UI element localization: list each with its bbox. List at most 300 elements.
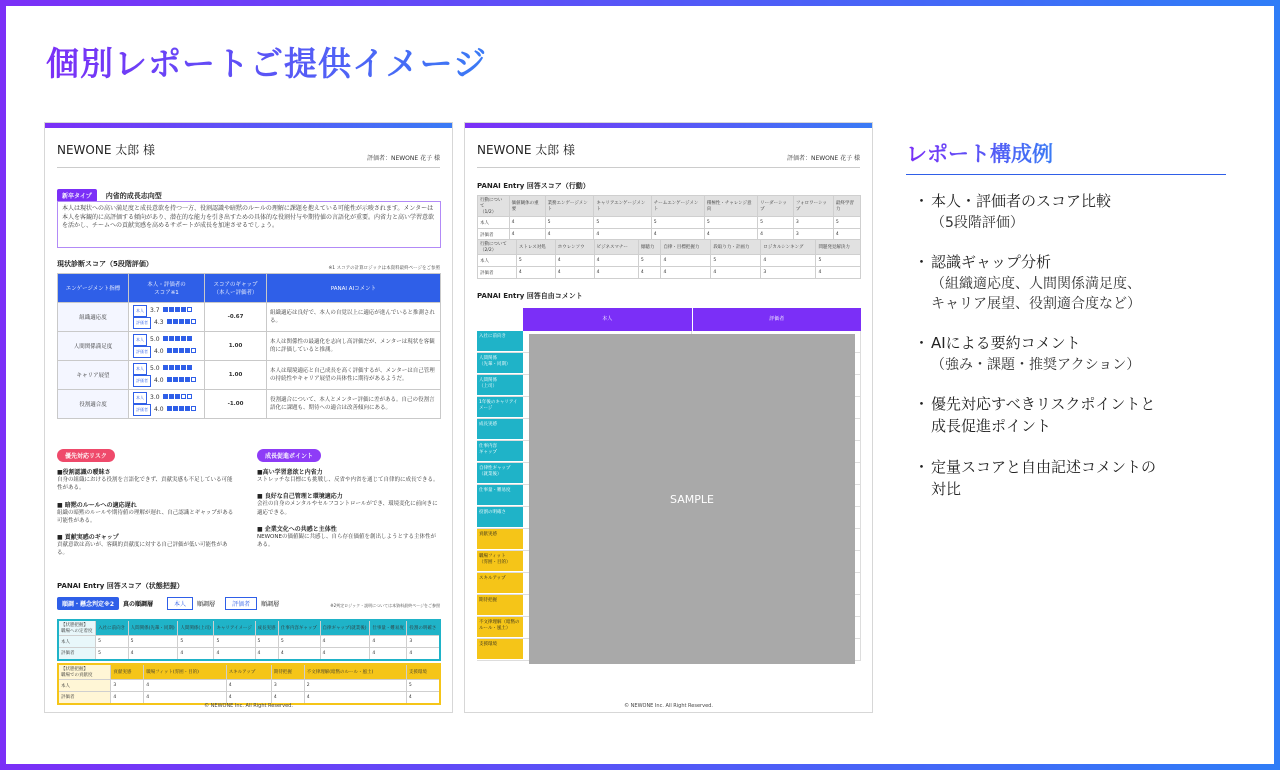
composition-main: AIによる要約コメント	[931, 334, 1081, 353]
score-chip: 本人	[133, 392, 147, 404]
col-self: 本人	[523, 308, 693, 331]
composition-item	[914, 333, 1234, 375]
score-pair	[129, 361, 205, 390]
composition-main: 認識ギャップ分析	[931, 253, 1052, 272]
point-text: 会社の自身のメンタルやセルフコントロールができ、環境変化に前向きに適応できる。	[257, 501, 438, 516]
table-row	[58, 680, 440, 692]
table-row	[58, 664, 440, 680]
ai-comment: 役割適合について、本人とメンター評価に差がある。自己の役割言語化に課題も、期待への適合は改善傾向にある。	[267, 390, 441, 419]
score-row	[58, 390, 441, 419]
chip-eval-value: 順調層	[261, 601, 280, 608]
score-row	[58, 361, 441, 390]
score-chip: 評価者	[133, 404, 151, 416]
table-cell: キャリアイメージ	[214, 620, 255, 636]
score-value: 4.0	[154, 406, 164, 413]
table-row	[478, 255, 861, 267]
comment-item-label: 成長実感	[477, 419, 523, 440]
score-cell-filled	[163, 336, 168, 341]
score-cell-filled	[173, 348, 178, 353]
type-name: 内省的成長志向型	[105, 192, 162, 200]
score-cell-empty	[191, 319, 196, 324]
table-cell: 期待把握	[271, 664, 304, 680]
score-cell-filled	[163, 307, 168, 312]
table-cell: 自律・目標把握力	[661, 240, 711, 255]
table-cell: 自律ギャップ(就業後)	[320, 620, 370, 636]
table-cell: 人間関係(先輩・同期)	[128, 620, 178, 636]
table-row	[58, 620, 440, 636]
comment-item-label: 支援環境	[477, 639, 523, 660]
score-line-self	[133, 334, 201, 346]
score-chip: 評価者	[133, 317, 151, 329]
table-cell: 5	[96, 648, 129, 660]
score-cell-filled	[169, 394, 174, 399]
bullet-dot: ・	[914, 334, 930, 353]
risk-section	[57, 443, 237, 565]
comment-grid-header	[523, 308, 861, 331]
point-heading: ■ 良好な自己管理と環境適応力	[257, 493, 343, 501]
table-cell: ロジカルシンキング	[761, 240, 816, 255]
score-bar	[167, 347, 197, 357]
table-cell: 3	[793, 217, 833, 229]
score-line-self	[133, 305, 201, 317]
table-cell: 入社に前向き	[96, 620, 129, 636]
score-gap: -0.67	[205, 303, 267, 332]
comment-item-label: 仕事量・難易度	[477, 485, 523, 506]
score-gap: -1.00	[205, 390, 267, 419]
score-cell-filled	[175, 307, 180, 312]
score-gap: 1.00	[205, 361, 267, 390]
score-bar	[167, 318, 197, 328]
table-cell: 評価者	[58, 648, 96, 660]
table-cell: 3	[111, 680, 144, 692]
table-cell: 最終学習力	[833, 196, 860, 217]
score-table-header	[58, 274, 441, 303]
point-item	[257, 491, 441, 517]
slide	[6, 6, 1274, 764]
score-value: 4.0	[154, 348, 164, 355]
score-value: 5.0	[150, 336, 160, 343]
score-cell-filled	[179, 319, 184, 324]
entry-tag: 順調・懸念判定※2	[57, 597, 119, 610]
score-cell-filled	[185, 377, 190, 382]
table-cell: 5	[545, 217, 594, 229]
table-cell: 4	[320, 636, 370, 648]
point-heading: ■役割認識の曖昧さ	[57, 469, 111, 476]
score-cell-filled	[175, 394, 180, 399]
table-cell: 5	[638, 255, 661, 267]
table-cell: ホウレンソウ	[555, 240, 594, 255]
state-table-2	[57, 663, 441, 705]
table-cell: 不文律理解(暗黙のルール・風土)	[304, 664, 406, 680]
report-page-1	[44, 122, 453, 713]
table-cell: 業務エンゲージメント	[545, 196, 594, 217]
score-pair	[129, 303, 205, 332]
point-item	[57, 532, 237, 558]
score-cell-empty	[191, 377, 196, 382]
table-cell: 5	[758, 217, 794, 229]
table-cell: 4	[555, 267, 594, 279]
growth-list	[257, 467, 441, 549]
metric-name: キャリア展望	[58, 361, 129, 390]
table-cell: 本人	[58, 636, 96, 648]
score-cell-empty	[187, 394, 192, 399]
comment-item-label: 1年後のキャリアイメージ	[477, 397, 523, 418]
chip-self-value: 順調層	[197, 601, 216, 608]
composition-item	[914, 191, 1234, 233]
table-cell: 5	[96, 636, 129, 648]
score-pair	[129, 332, 205, 361]
score-section-title: 現状診断スコア（5段階評価）	[57, 260, 153, 268]
composition-list	[914, 191, 1234, 519]
score-bar	[163, 364, 193, 374]
table-cell: 4	[509, 217, 545, 229]
evaluator-name: 評価者：NEWONE 花子 様	[786, 155, 860, 162]
growth-section	[257, 443, 441, 556]
comment-item-label: 仕事内容 ギャップ	[477, 441, 523, 462]
table-row	[478, 217, 861, 229]
score-cell-filled	[175, 365, 180, 370]
table-cell: チームエンゲージメント	[651, 196, 704, 217]
table-cell: フォロワーシップ	[793, 196, 833, 217]
table-cell: 価値観体の重要	[509, 196, 545, 217]
score-bar	[163, 393, 193, 403]
table-cell: 5	[651, 217, 704, 229]
table-cell: 5	[816, 255, 861, 267]
point-item	[57, 467, 237, 493]
table-row	[58, 636, 440, 648]
point-item	[257, 467, 441, 484]
table-cell: 4	[594, 267, 638, 279]
score-cell-filled	[187, 365, 192, 370]
entry-result: 真の順調層	[123, 601, 154, 608]
comment-item-label: 人間関係 （上司）	[477, 375, 523, 396]
score-cell-filled	[179, 348, 184, 353]
score-bar	[163, 306, 193, 316]
score-cell-filled	[167, 319, 172, 324]
table-cell: 貢献実感	[111, 664, 144, 680]
point-heading: ■ 貢献実感のギャップ	[57, 534, 119, 541]
table-cell: ストレス対処	[516, 240, 555, 255]
table-row	[58, 692, 440, 704]
metric-name: 役割適合度	[58, 390, 129, 419]
score-line-eval	[133, 346, 201, 358]
table-row	[478, 240, 861, 255]
comment-item-label: 不文律理解（暗黙のルール・風土）	[477, 617, 523, 638]
behavior-section-title: PANAI Entry 回答スコア（行動）	[477, 182, 590, 190]
score-cell-filled	[173, 319, 178, 324]
composition-underline	[906, 174, 1226, 175]
table-cell: 評価者	[478, 229, 510, 241]
score-line-eval	[133, 404, 201, 416]
point-heading: ■ 企業文化への共感と主体性	[257, 525, 337, 533]
score-value: 4.3	[154, 319, 164, 326]
bullet-dot: ・	[914, 253, 930, 272]
point-heading: ■高い学習意欲と内省力	[257, 469, 323, 476]
th-score: 本人・評価者の スコア※1	[129, 274, 205, 303]
table-cell: 3	[271, 680, 304, 692]
table-cell: 4	[661, 255, 711, 267]
th-ai-comment: PANAI AIコメント	[267, 274, 441, 303]
composition-main: 本人・評価者のスコア比較	[931, 192, 1112, 210]
page-accent-bar	[465, 123, 872, 128]
composition-main: 優先対応すべきリスクポイントと 成長促進ポイント	[931, 395, 1156, 436]
table-cell: 4	[704, 229, 757, 241]
score-cell-filled	[181, 365, 186, 370]
table-cell: 5	[833, 217, 860, 229]
score-cell-filled	[185, 348, 190, 353]
table-row	[478, 196, 861, 217]
sample-overlay	[529, 334, 855, 664]
table-cell: 行動について （2/2）	[478, 240, 517, 255]
table-cell: 【状態把握】 職場での貢献度	[58, 664, 111, 680]
type-description: 本人は現状への高い満足度と成長意欲を持つ一方、役割認識や暗黙のルールの理解に課題を抱えている可能性が示唆されます。メンターは本人を客観的に高評価する傾向があり、潜在的な能力を引き出すための具体的な役割付与や期待値の言語化が重要。内省力と高い学習意欲を活かし、チームへの貢献実感を高めるサポートが成長を加速させるでしょう。	[57, 201, 441, 248]
bullet-dot: ・	[914, 192, 930, 210]
score-value: 5.0	[150, 365, 160, 372]
table-cell: 4	[278, 648, 320, 660]
score-line-self	[133, 363, 201, 375]
table-cell: 4	[516, 267, 555, 279]
score-cell-filled	[173, 377, 178, 382]
table-cell: 4	[370, 636, 407, 648]
table-cell: 4	[144, 692, 226, 704]
score-cell-filled	[187, 336, 192, 341]
table-cell: 評価者	[58, 692, 111, 704]
behavior-table-2	[477, 239, 861, 279]
table-cell: 積極性・チャレンジ意向	[704, 196, 757, 217]
score-cell-filled	[167, 377, 172, 382]
table-cell: 4	[144, 680, 226, 692]
table-cell: 段取り力・計画力	[711, 240, 761, 255]
comment-item-label: スキルアップ	[477, 573, 523, 594]
score-bar	[163, 335, 193, 345]
bullet-dot: ・	[914, 457, 930, 476]
table-cell: 4	[651, 229, 704, 241]
table-cell: 5	[178, 636, 214, 648]
table-cell: 4	[661, 267, 711, 279]
table-cell: 役割の明確さ	[407, 620, 440, 636]
score-chip: 本人	[133, 363, 147, 375]
table-cell: 5	[516, 255, 555, 267]
table-cell: 4	[761, 255, 816, 267]
divider	[57, 167, 440, 168]
score-cell-filled	[169, 307, 174, 312]
table-cell: 本人	[478, 255, 517, 267]
type-tag: 新卒タイプ	[57, 189, 97, 202]
score-value: 4.0	[154, 377, 164, 384]
score-pair	[129, 390, 205, 419]
entry-section-title: PANAI Entry 回答スコア（状態把握）	[57, 582, 184, 590]
score-cell-filled	[179, 377, 184, 382]
score-bar	[167, 376, 197, 386]
composition-main: 定量スコアと自由記述コメントの 対比	[931, 457, 1157, 498]
table-cell: 4	[509, 229, 545, 241]
ai-comment: 本人は関係性の最適化を志向し高評価だが、メンターは現状を客観的に評価していると推測。	[267, 332, 441, 361]
employee-name: NEWONE 太郎 様	[57, 143, 156, 157]
table-row	[478, 267, 861, 279]
table-cell: 成長実感	[255, 620, 278, 636]
score-chip: 本人	[133, 334, 147, 346]
composition-sub: （5段階評価）	[931, 214, 1024, 231]
score-cell-filled	[169, 336, 174, 341]
table-cell: 職場フィット(雰囲・目的)	[144, 664, 226, 680]
score-cell-empty	[191, 348, 196, 353]
composition-sub: （強み・課題・推奨アクション）	[931, 357, 1141, 374]
score-cell-filled	[175, 336, 180, 341]
comment-item-label: 自律性ギャップ （就業後）	[477, 463, 523, 484]
table-cell: 評価者	[478, 267, 517, 279]
table-cell: 4	[555, 255, 594, 267]
composition-title: レポート構成例	[906, 138, 1053, 168]
table-cell: 5	[128, 636, 178, 648]
table-cell: 問題発見解決力	[816, 240, 861, 255]
table-cell: 4	[271, 692, 304, 704]
table-cell: 仕事内容ギャップ	[278, 620, 320, 636]
slide-title: 個別レポートご提供イメージ	[46, 38, 487, 85]
table-cell: 4	[638, 267, 661, 279]
score-chip: 本人	[133, 305, 147, 317]
th-gap: スコアのギャップ （本人ー評価者）	[205, 274, 267, 303]
point-heading: ■ 暗黙のルールへの適応遅れ	[57, 501, 137, 509]
col-eval: 評価者	[769, 316, 785, 322]
point-text: ストレッチな目標にも挑戦し、反省や内省を通じて自律的に成長できる。	[257, 477, 439, 483]
table-cell: ビジネスマナー	[594, 240, 638, 255]
behavior-table-1	[477, 195, 861, 241]
state-table-1	[57, 619, 441, 661]
copyright: © NEWONE Inc. All Right Reserved.	[624, 703, 713, 709]
table-cell: 4	[406, 692, 440, 704]
table-cell: 本人	[58, 680, 111, 692]
table-cell: 仕事量・難易度	[370, 620, 407, 636]
table-cell: リーダーシップ	[758, 196, 794, 217]
page-accent-bar	[45, 123, 452, 128]
copyright: © NEWONE Inc. All Right Reserved.	[204, 703, 293, 709]
score-table	[57, 273, 441, 419]
evaluator-name: 評価者：NEWONE 花子 様	[366, 155, 440, 162]
table-cell: 5	[278, 636, 320, 648]
score-cell-filled	[181, 307, 186, 312]
employee-name: NEWONE 太郎 様	[477, 143, 576, 157]
composition-item	[914, 457, 1234, 501]
comment-item-label: 貢献実感	[477, 529, 523, 550]
risk-list	[57, 467, 237, 558]
score-line-self	[133, 392, 201, 404]
growth-pill: 成長促進ポイント	[257, 449, 321, 462]
point-text: 貢献意欲は高いが、客観的貢献度に対する自己評価が低い可能性がある。	[57, 542, 228, 557]
score-cell-filled	[181, 336, 186, 341]
sample-label: SAMPLE	[670, 492, 714, 506]
score-cell-filled	[173, 406, 178, 411]
score-gap: 1.00	[205, 332, 267, 361]
score-bar	[167, 405, 197, 415]
score-cell-empty	[187, 307, 192, 312]
divider	[477, 167, 860, 168]
table-cell: 【状態把握】 職場への定着度	[58, 620, 96, 636]
table-cell: 5	[711, 255, 761, 267]
composition-item	[914, 252, 1234, 314]
chip-self: 本人	[167, 597, 193, 610]
table-cell: 4	[226, 692, 271, 704]
comment-item-label: 期待把握	[477, 595, 523, 616]
comment-grid	[477, 308, 861, 672]
table-cell: 傾聴力	[638, 240, 661, 255]
table-cell: スキルアップ	[226, 664, 271, 680]
score-cell-filled	[185, 406, 190, 411]
table-cell: 4	[816, 267, 861, 279]
score-chip: 評価者	[133, 346, 151, 358]
metric-name: 組織適応度	[58, 303, 129, 332]
table-cell: 4	[226, 680, 271, 692]
table-cell: 4	[407, 648, 440, 660]
table-cell: 5	[214, 636, 255, 648]
table-cell: 人間関係(上司)	[178, 620, 214, 636]
table-cell: 4	[255, 648, 278, 660]
risk-pill: 優先対応リスク	[57, 449, 115, 462]
table-cell: 支援環境	[406, 664, 440, 680]
bullet-dot: ・	[914, 395, 930, 414]
score-cell-filled	[163, 394, 168, 399]
table-cell: 2	[304, 680, 406, 692]
point-item	[57, 500, 237, 526]
comment-section-title: PANAI Entry 回答自由コメント	[477, 292, 583, 300]
table-cell: 4	[545, 229, 594, 241]
table-cell: 4	[833, 229, 860, 241]
composition-item	[914, 394, 1234, 438]
composition-sub: （組織適応度、人間関係満足度、 キャリア展望、役割適合度など）	[931, 275, 1141, 313]
table-cell: 4	[370, 648, 407, 660]
type-header	[57, 183, 162, 202]
point-text: 自身の組織における役割を言語化できず、貢献実感も不足している可能性がある。	[57, 477, 233, 492]
score-line-eval	[133, 375, 201, 387]
table-row	[58, 648, 440, 660]
point-text: 組織の暗黙のルールや期待値の理解が遅れ、自己認識とギャップがある可能性がある。	[57, 509, 234, 524]
ai-comment: 組織適応は良好で、本人の自覚以上に適応が進んでいると推測される。	[267, 303, 441, 332]
table-cell: 4	[128, 648, 178, 660]
table-cell: 4	[304, 692, 406, 704]
table-cell: 5	[704, 217, 757, 229]
table-cell: 4	[594, 229, 651, 241]
score-value: 3.7	[150, 307, 160, 314]
table-cell: 5	[406, 680, 440, 692]
table-cell: 4	[178, 648, 214, 660]
metric-name: 人間関係満足度	[58, 332, 129, 361]
table-cell: 3	[407, 636, 440, 648]
report-page-2	[464, 122, 873, 713]
table-cell: 4	[320, 648, 370, 660]
table-cell: 本人	[478, 217, 510, 229]
score-cell-filled	[167, 406, 172, 411]
table-cell: 行動について （1/2）	[478, 196, 510, 217]
comment-item-label: 職場フィット （雰囲・目的）	[477, 551, 523, 572]
score-note: ※1 スコアの計算ロジックは本資料最終ページをご参照	[328, 266, 440, 271]
table-cell: 3	[793, 229, 833, 241]
th-metric: エンゲージメント指標	[58, 274, 129, 303]
ai-comment: 本人は環境適応と自己成長を高く評価するが、メンターは自己管理の持続性やキャリア展望の具体性に期待があるようだ。	[267, 361, 441, 390]
table-cell: 4	[594, 255, 638, 267]
score-cell-filled	[167, 348, 172, 353]
table-cell: 4	[711, 267, 761, 279]
score-cell-filled	[179, 406, 184, 411]
score-cell-filled	[185, 319, 190, 324]
score-cell-filled	[169, 365, 174, 370]
score-chip: 評価者	[133, 375, 151, 387]
point-item	[257, 524, 441, 550]
score-cell-empty	[181, 394, 186, 399]
score-cell-empty	[191, 406, 196, 411]
table-cell: 4	[214, 648, 255, 660]
table-cell: キャリアエンゲージメント	[594, 196, 651, 217]
entry-judgement	[57, 597, 279, 610]
chip-eval: 評価者	[225, 597, 257, 610]
